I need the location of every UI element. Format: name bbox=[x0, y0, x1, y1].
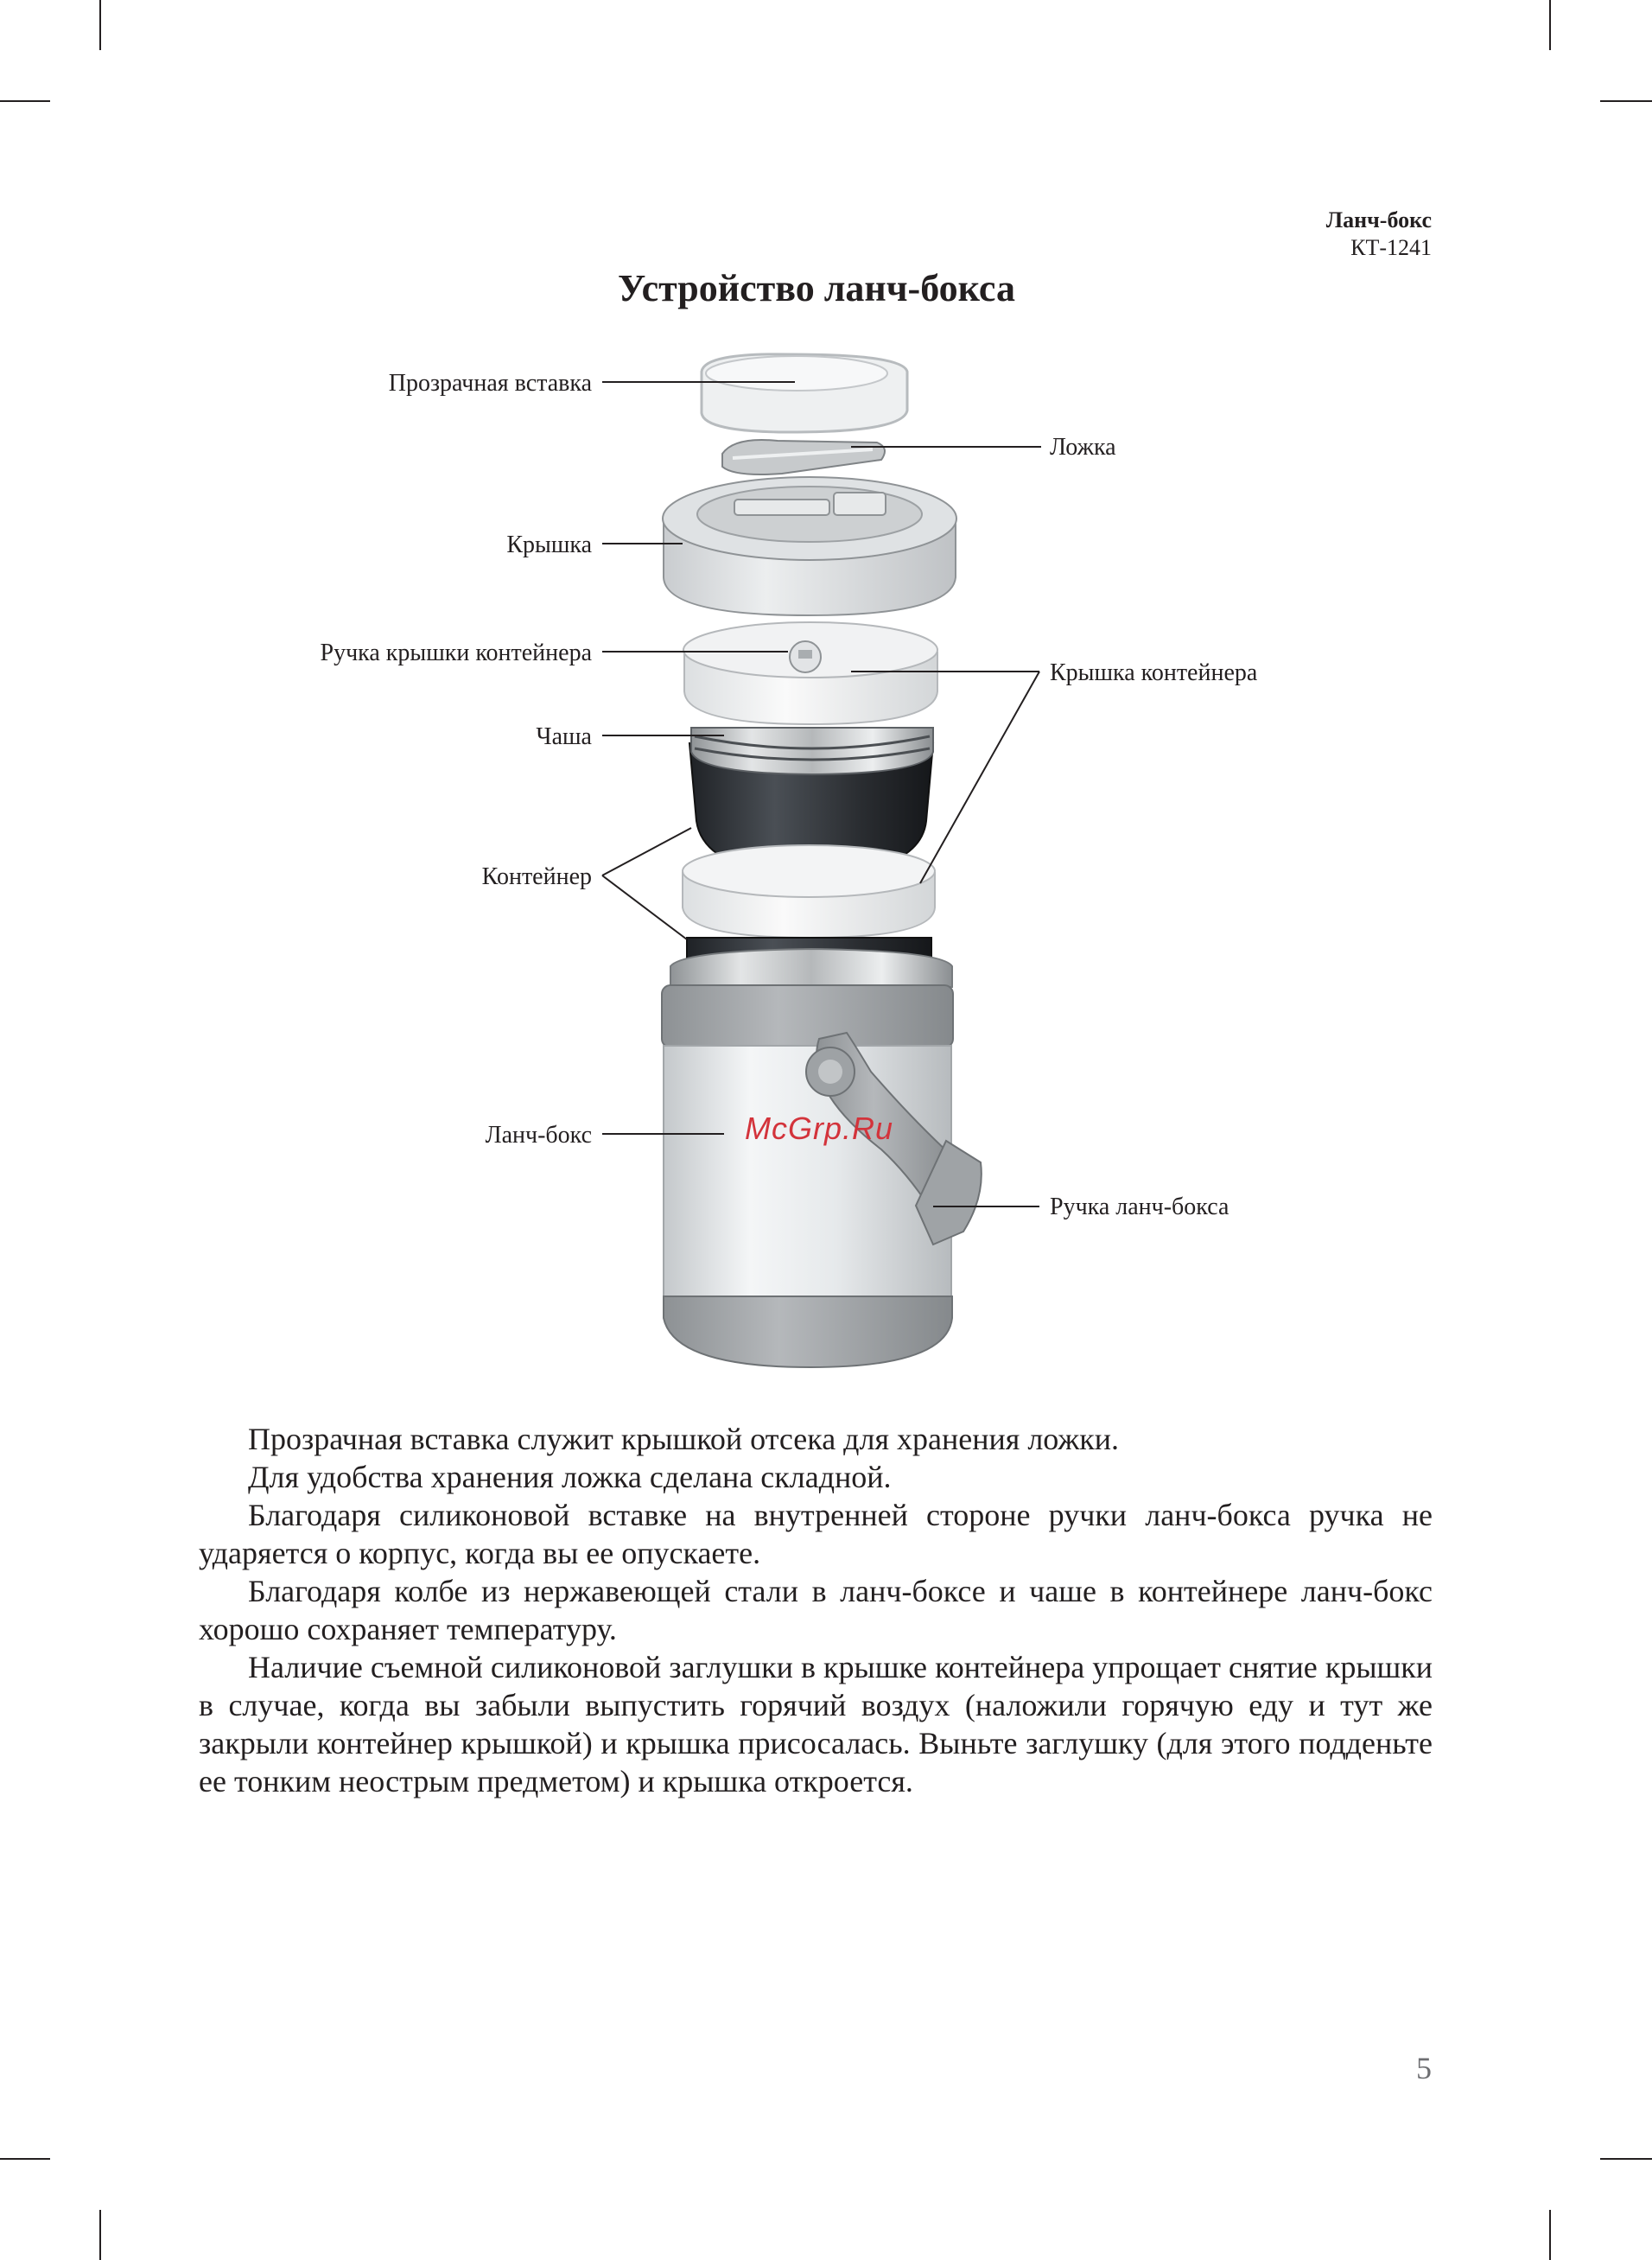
crop-mark bbox=[0, 2158, 50, 2160]
header-model-number: КТ-1241 bbox=[1350, 235, 1432, 260]
header-product-name: Ланч-бокс bbox=[1325, 207, 1432, 232]
label-bowl: Чаша bbox=[536, 723, 592, 750]
crop-mark bbox=[99, 2210, 101, 2260]
spoon-part bbox=[722, 440, 885, 474]
label-spoon: Ложка bbox=[1050, 434, 1116, 461]
crop-mark bbox=[1600, 2158, 1652, 2160]
label-container-lid: Крышка контейнера bbox=[1050, 659, 1258, 686]
watermark: McGrp.Ru bbox=[745, 1111, 894, 1146]
paragraph: Прозрачная вставка служит крышкой отсека для хранения ложки. bbox=[248, 1422, 1120, 1456]
paragraph: Наличие съемной силиконовой заглушки в крышке контейнера упрощает снятие крышки в случае, когда вы забыли выпустить горячий воздух (наложили горячую еду и тут же закрыли контейнер крышкой) и крышка присосалась. Выньте заглушку (для этого подденьте ее тонким неострым предметом) и крышка откроется. bbox=[199, 1650, 1433, 1798]
label-lid: Крышка bbox=[506, 532, 592, 558]
label-lunchbox: Ланч-бокс bbox=[485, 1122, 592, 1149]
lunchbox-body-part bbox=[662, 949, 982, 1367]
lid-part bbox=[663, 477, 956, 615]
transparent-insert-part bbox=[702, 354, 907, 432]
body-text bbox=[199, 1420, 1433, 1800]
label-transparent-insert: Прозрачная вставка bbox=[388, 370, 592, 397]
label-lunchbox-handle: Ручка ланч-бокса bbox=[1050, 1194, 1229, 1220]
container-lid-part bbox=[683, 622, 937, 724]
label-container-lid-handle: Ручка крышки контейнера bbox=[320, 640, 592, 666]
page-title: Устройство ланч-бокса bbox=[618, 267, 1015, 309]
paragraph: Для удобства хранения ложка сделана складной. bbox=[248, 1460, 892, 1494]
paragraph: Благодаря силиконовой вставке на внутренней стороне ручки ланч-бокса ручка не ударяется о корпус, когда вы ее опускаете. bbox=[199, 1498, 1433, 1570]
label-container: Контейнер bbox=[481, 863, 592, 890]
crop-mark bbox=[1549, 2210, 1551, 2260]
page-number: 5 bbox=[1416, 2051, 1432, 2085]
paragraph: Благодаря колбе из нержавеющей стали в ланч-боксе и чаше в контейнере ланч-бокс хорошо сохраняет температуру. bbox=[199, 1574, 1433, 1646]
